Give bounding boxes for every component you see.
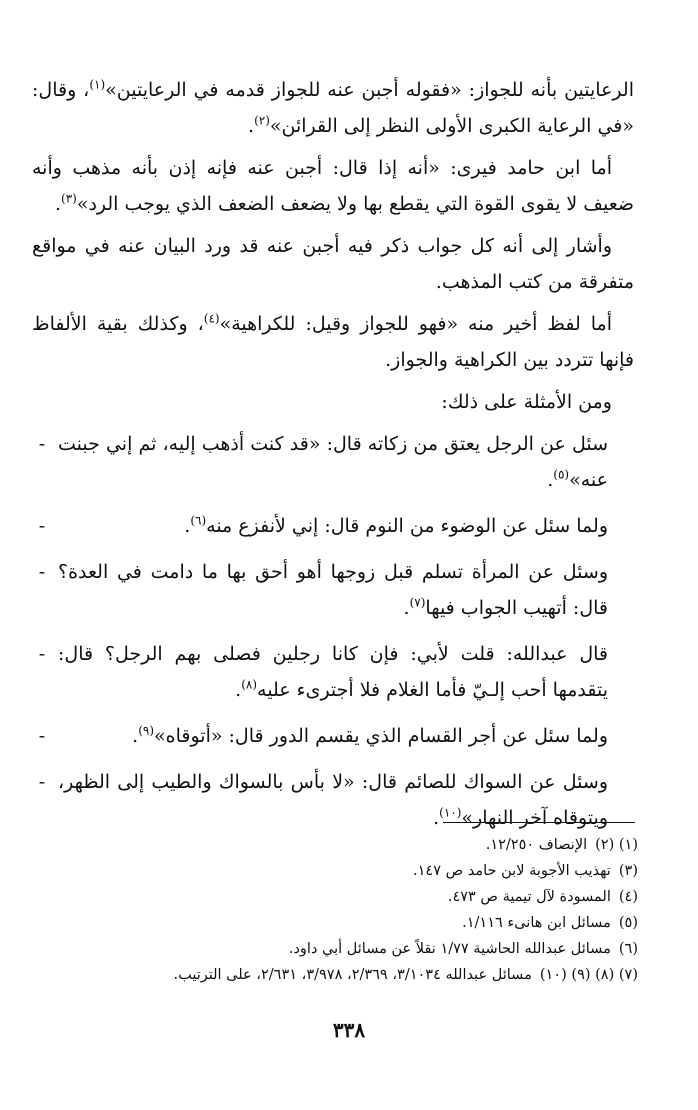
text-run: ولما سئل عن الوضوء من النوم قال: إني لأنفزع منه <box>206 515 608 537</box>
example-text <box>132 725 608 747</box>
footnote-number: (٦) <box>618 941 638 957</box>
text-run: ، وقال: «في الرعاية الكبرى الأولى النظر إلى القرائن» <box>32 79 634 137</box>
list-dash: - <box>38 771 46 793</box>
text-run: . <box>248 115 255 137</box>
footnote-number: (٤) <box>618 889 638 905</box>
list-dash: - <box>38 561 46 583</box>
text-run: . <box>433 807 440 829</box>
text-run: أما لفظ أخير منه «فهو للجواز وقيل: للكراهية» <box>219 313 612 335</box>
example-text <box>58 433 608 491</box>
example-item <box>32 426 634 498</box>
paragraph-2 <box>32 150 634 222</box>
footnote-ref: (٦) <box>190 513 207 528</box>
text-run: الرعايتين بأنه للجواز: «فقوله أجبن عنه للجواز قدمه في الرعايتين» <box>105 79 634 101</box>
text-run: سئل عن الرجل يعتق من زكاته قال: «قد كنت أذهب إليه، ثم إني جبنت عنه» <box>58 433 608 491</box>
example-text <box>184 515 608 537</box>
text-run: ومن الأمثلة على ذلك: <box>441 391 612 413</box>
footnote-ref: (٥) <box>553 467 570 482</box>
footnote-text: الإنصاف ١٢/٢٥٠. <box>485 837 588 853</box>
footnote-ref: (١) <box>89 77 106 92</box>
footnote <box>32 962 638 988</box>
footnote-text: مسائل عبدالله الحاشية ١/٧٧ نقلاً عن مسائل أبي داود. <box>288 941 611 957</box>
text-run: أما ابن حامد فيرى: «أنه إذا قال: أجبن عنه فإنه إذن بأنه مذهب وأنه ضعيف لا يقوى القوة التي يقطع بها ولا يضعف الضعف الذي يوجب الرد» <box>32 157 634 215</box>
example-item <box>32 508 634 544</box>
footnote <box>32 884 638 910</box>
example-item <box>32 636 634 708</box>
footnote-ref: (١٠) <box>439 805 462 820</box>
footnote <box>32 858 638 884</box>
footnote-text: مسائل ابن هانىء ١/١١٦. <box>462 915 611 931</box>
text-run: ، وكذلك بقية الألفاظ فإنها تتردد بين الكراهية والجواز. <box>32 313 634 371</box>
example-item <box>32 764 634 836</box>
text-run: ولما سئل عن أجر القسام الذي يقسم الدور قال: «أتوقاه» <box>154 725 608 747</box>
paragraph-3 <box>32 228 634 300</box>
footnote-ref: (٧) <box>409 595 426 610</box>
footnote-text: المسودة لآل تيمية ص ٤٧٣. <box>447 889 611 905</box>
footnote-separator <box>443 822 635 823</box>
footnotes <box>32 832 638 988</box>
text-run: . <box>235 679 242 701</box>
footnote-ref: (٩) <box>138 723 155 738</box>
footnote-ref: (٨) <box>241 677 258 692</box>
text-run: وسئل عن المرأة تسلم قبل زوجها أهو أحق بها ما دامت في العدة؟ قال: أتهيب الجواب فيها <box>58 561 608 619</box>
example-item <box>32 554 634 626</box>
footnote-text: مسائل عبدالله ٣/١٠٣٤، ٢/٣٦٩، ٣/٩٧٨، ٢/٦٣١، على الترتيب. <box>173 967 532 983</box>
footnote-number: (١) (٢) <box>595 837 638 853</box>
text-run: . <box>132 725 139 747</box>
text-run: . <box>184 515 191 537</box>
page-number: ٣٣٨ <box>332 1018 366 1042</box>
paragraph-5 <box>32 384 634 420</box>
main-text <box>32 72 634 846</box>
footnote-ref: (٤) <box>203 311 220 326</box>
text-run: . <box>547 469 554 491</box>
example-text <box>58 643 608 701</box>
footnote-ref: (٣) <box>61 191 77 206</box>
footnote <box>32 936 638 962</box>
paragraph-4 <box>32 306 634 378</box>
text-run: وأشار إلى أنه كل جواب ذكر فيه أجبن عنه قد ورد البيان عنه في مواقع متفرقة من كتب المذهب. <box>32 235 634 293</box>
text-run: قال عبدالله: قلت لأبي: فإن كانا رجلين فصلى بهم الرجل؟ قال: يتقدمها أحب إلـيّ فأما الغلام فلا أجترىء عليه <box>58 643 608 701</box>
footnote <box>32 832 638 858</box>
list-dash: - <box>38 433 46 455</box>
footnote-ref: (٢) <box>254 113 270 128</box>
list-dash: - <box>38 515 46 537</box>
example-text <box>58 561 608 619</box>
example-text <box>58 771 608 829</box>
footnote-number: (٥) <box>618 915 638 931</box>
examples-list <box>32 426 634 836</box>
example-item <box>32 718 634 754</box>
footnote-number: (٣) <box>618 863 638 879</box>
text-run: . <box>54 193 61 215</box>
paragraph-1 <box>32 72 634 144</box>
footnote <box>32 910 638 936</box>
footnote-number: (٧) (٨) (٩) (١٠) <box>539 967 638 983</box>
text-run: . <box>403 597 410 619</box>
footnote-text: تهذيب الأجوبة لابن حامد ص ١٤٧. <box>413 863 611 879</box>
list-dash: - <box>38 643 46 665</box>
list-dash: - <box>38 725 46 747</box>
text-run: وسئل عن السواك للصائم قال: «لا بأس بالسواك والطيب إلى الظهر، ويتوقاه آخر النهار» <box>58 771 608 829</box>
